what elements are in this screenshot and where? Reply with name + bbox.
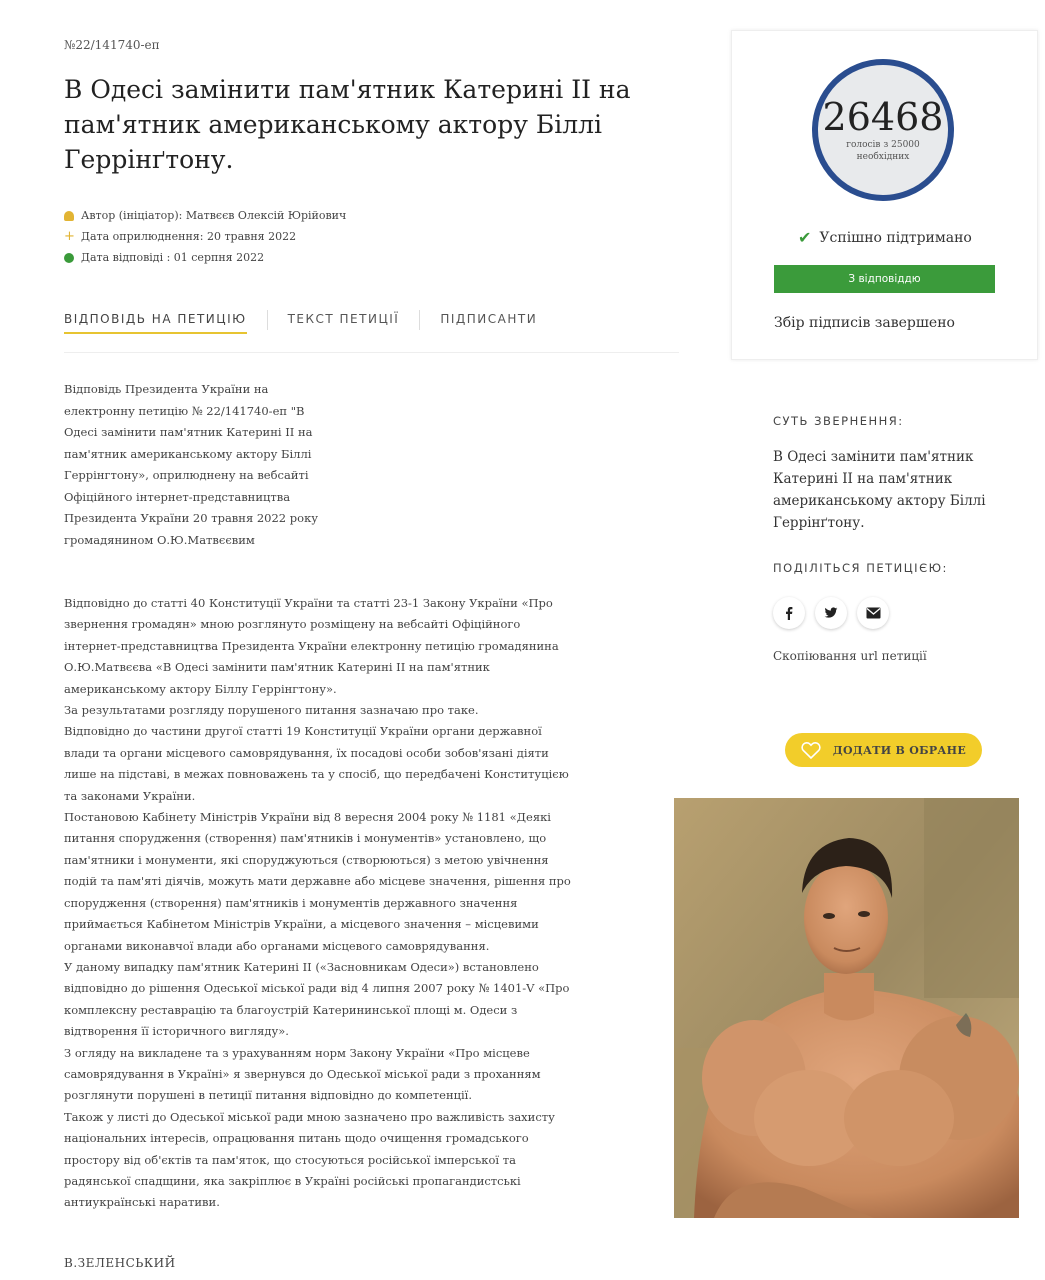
copy-url-link[interactable]: Скопіювання url петиції bbox=[773, 649, 927, 663]
petition-title: В Одесі замінити пам'ятник Катерині II на пам'ятник американському актору Біллі Геррінґтону. bbox=[64, 75, 631, 174]
petition-number: №22/141740-еп bbox=[64, 38, 160, 52]
essence-heading: СУТЬ ЗВЕРНЕННЯ: bbox=[773, 414, 904, 428]
response-paragraph: З огляду на викладене та з урахуванням норм Закону України «Про місцеве самоврядування в Україні» я звернувся до Одеської міської ради з проханням розглянути порушені в петиції питання відповідно до компетенції. bbox=[64, 1045, 541, 1103]
twitter-button[interactable] bbox=[815, 597, 847, 629]
answered-badge: З відповіддю bbox=[774, 265, 995, 293]
facebook-button[interactable] bbox=[773, 597, 805, 629]
twitter-icon bbox=[824, 606, 838, 620]
collection-closed: Збір підписів завершено bbox=[774, 315, 955, 331]
response-paragraph: Постановою Кабінету Міністрів України від 8 вересня 2004 року № 1181 «Деякі питання спорудження (створення) пам'ятників і монументів» установлено, що пам'ятники і монументи, які споруджуються (створюються) з метою увічнення подій та пам'яті діячів, можуть мати державне або місцеве значення, рішення про спорудження (створення) пам'ятників і монументів державного значення приймається Кабінетом Міністрів України, а місцевого значення – місцевими органами виконавчої влади або органами місцевого самоврядування. bbox=[64, 810, 571, 953]
tab-response[interactable]: ВІДПОВІДЬ НА ПЕТИЦІЮ bbox=[64, 308, 247, 334]
author-text: Автор (ініціатор): Матвєєв Олексій Юрійович bbox=[81, 209, 347, 222]
response-paragraph: Відповідно до статті 40 Конституції України та статті 23-1 Закону України «Про звернення громадян» мною розглянуто розміщену на вебсайті Офіційного інтернет-представництва Президента України електронну петицію громадянина О.Ю.Матвєєва «В Одесі замінити пам'ятник Катерині II на пам'ятник американському актору Біллу Геррінгтону». bbox=[64, 596, 559, 696]
response-body bbox=[64, 593, 574, 1214]
heart-icon bbox=[801, 742, 821, 759]
response-intro: Відповідь Президента України на електронну петицію № 22/141740-еп "В Одесі замінити пам'ятник Катерині ІІ на пам'ятник американському актору Біллі Геррінгтону», оприлюднену на вебсайті Офіційного інтернет-представництва Президента України 20 травня 2022 року громадянином О.Ю.Матвєєвим bbox=[64, 382, 319, 547]
response-paragraph: Відповідно до частини другої статті 19 Конституції України органи державної влади та органи місцевого самоврядування, їх посадові особи зобов'язані діяти лише на підставі, в межах повноважень та у спосіб, що передбачені Конституцією та законами України. bbox=[64, 724, 569, 803]
favorites-label: ДОДАТИ В ОБРАНЕ bbox=[832, 743, 967, 757]
status-text: Успішно підтримано bbox=[819, 229, 972, 246]
tab-petition-text[interactable]: ТЕКСТ ПЕТИЦІЇ bbox=[287, 312, 400, 326]
tab-divider bbox=[267, 310, 268, 330]
mail-button[interactable] bbox=[857, 597, 889, 629]
answered-text: Дата відповіді : 01 серпня 2022 bbox=[81, 251, 265, 264]
votes-needed: голосів з 25000 необхідних bbox=[846, 140, 920, 162]
response-paragraph: Також у листі до Одеської міської ради мною зазначено про важливість захисту національних інтересів, опрацювання питань щодо очищення громадського простору від об'єктів та пам'яток, що стосуються російської імперської та радянської спадщини, яка закріплює в Україні російські пропагандистські антиукраїнські наративи. bbox=[64, 1109, 555, 1210]
petition-meta bbox=[64, 205, 346, 268]
share-buttons bbox=[773, 597, 899, 629]
response-paragraph: У даному випадку пам'ятник Катерині II («Засновникам Одеси») встановлено відповідно до рішення Одеської міської ради від 4 липня 2007 року № 1401-V «Про комплексну реставрацію та благоустрій Катерининської площі м. Одеси з відтворення її історичного вигляду». bbox=[64, 959, 570, 1039]
plus-icon: + bbox=[64, 228, 75, 244]
response-paragraph: За результатами розгляду порушеного питання зазначаю про таке. bbox=[64, 703, 479, 718]
share-heading: ПОДІЛІТЬСЯ ПЕТИЦІЄЮ: bbox=[773, 561, 948, 575]
published-row bbox=[64, 226, 346, 247]
vote-counter bbox=[812, 59, 954, 201]
actor-photo bbox=[674, 798, 1019, 1218]
tab-signers[interactable]: ПІДПИСАНТИ bbox=[440, 312, 538, 326]
vote-count: 26468 bbox=[822, 95, 944, 139]
author-row bbox=[64, 205, 346, 226]
checkmark-icon: ✔ bbox=[798, 228, 812, 247]
petition-tabs bbox=[64, 308, 679, 353]
published-text: Дата оприлюднення: 20 травня 2022 bbox=[81, 230, 297, 243]
vote-card bbox=[731, 30, 1038, 360]
essence-text: В Одесі замінити пам'ятник Катерині II на пам'ятник американському актору Біллі Геррінґтону. bbox=[773, 449, 986, 531]
add-to-favorites-button[interactable] bbox=[785, 733, 982, 767]
answered-row bbox=[64, 247, 346, 268]
facebook-icon bbox=[782, 606, 796, 620]
chat-icon bbox=[64, 253, 74, 263]
tab-divider bbox=[419, 310, 420, 330]
signature: В.ЗЕЛЕНСЬКИЙ bbox=[64, 1256, 176, 1270]
mail-icon bbox=[866, 607, 881, 619]
status-label bbox=[798, 228, 972, 247]
user-icon bbox=[64, 211, 74, 221]
